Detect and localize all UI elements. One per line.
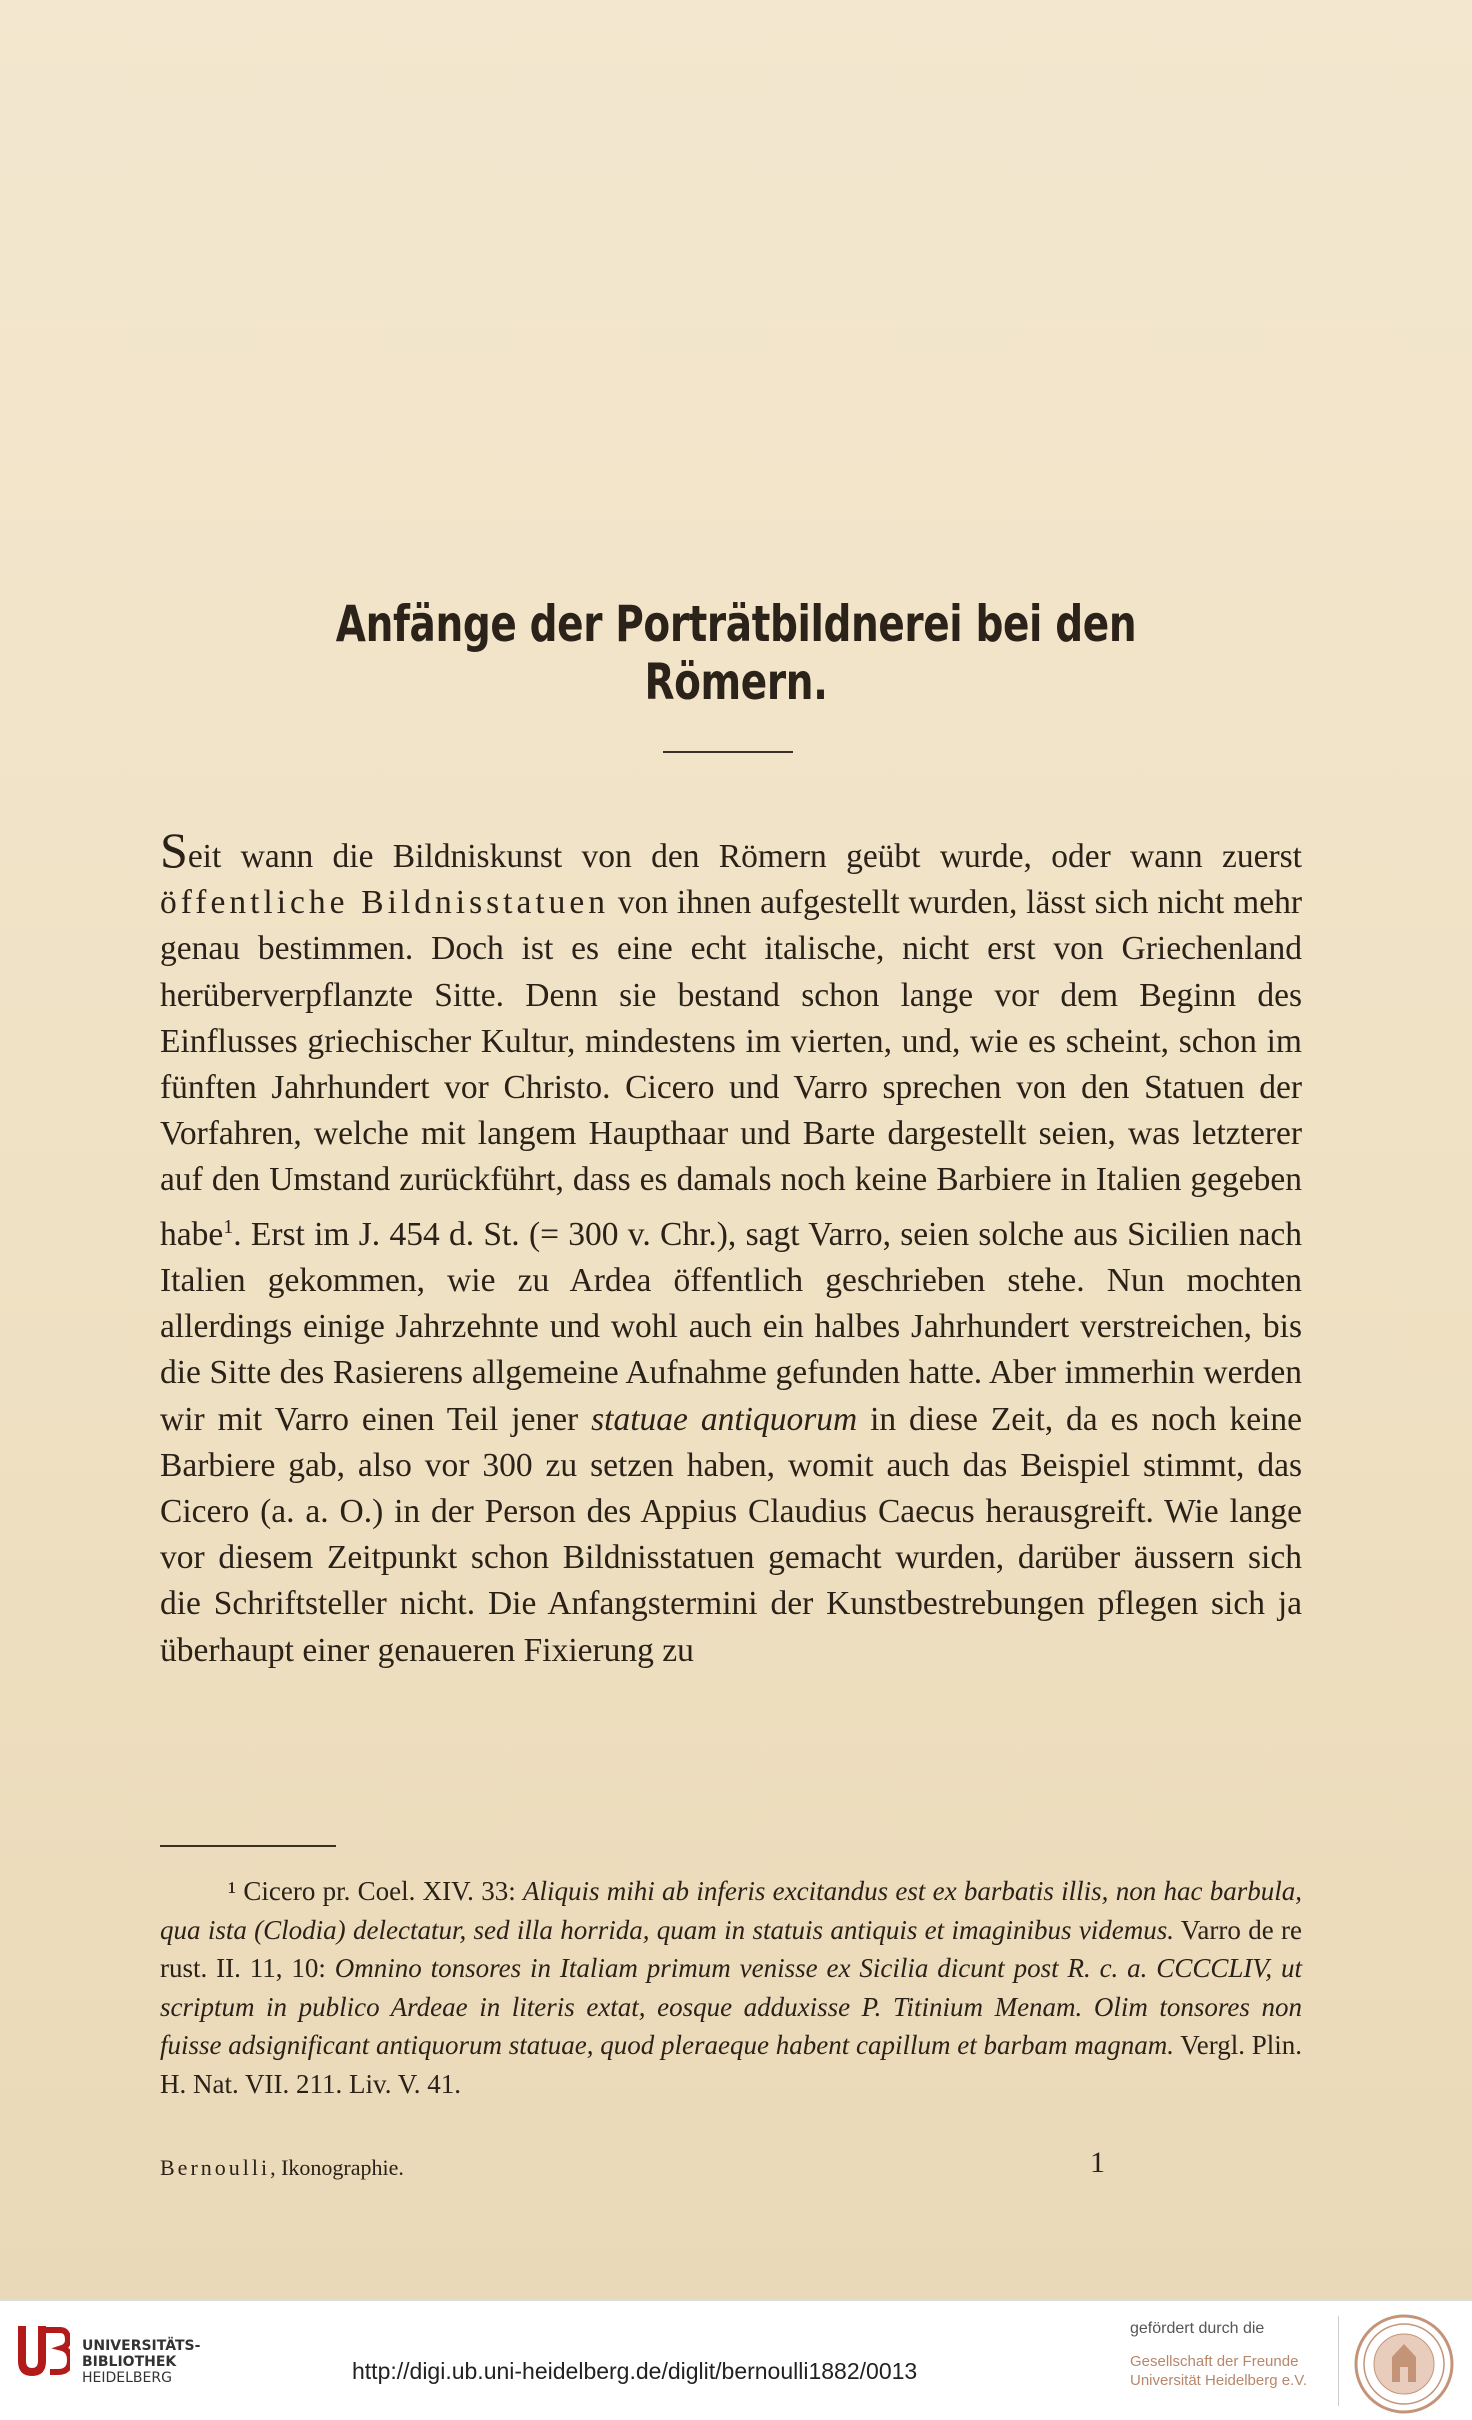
footer-divider [1338,2316,1339,2406]
text-run: Varro de re rust. II. 11, 10: [160,1914,1302,1984]
text-run: in diese Zeit, da es noch keine Barbiere gab, also vor 300 zu setzen haben, womit auch das Beispiel stimmt, das Cicero (a. a. O.) in der Person des Appius Claudius Caecus herausgreift. Wie lange vor diesem Zeitpunkt schon Bildnisstatuen gemacht wurden, darüber äussern sich die Schriftsteller nicht. Die Anfangstermini der Kunstbestrebungen pflegen sich ja überhaupt einer genaueren Fixierung zu [160,1400,1302,1669]
chapter-title: Anfänge der Porträtbildnerei bei den Römern. [335,595,1137,711]
library-name-line: HEIDELBERG [82,2370,172,2386]
drop-cap: S [160,822,188,878]
text-run: Vergl. Plin. H. Nat. VII. 211. Liv. V. 41. [160,2030,1302,2099]
signature-line [160,2155,404,2181]
footnote-marker: ¹ [228,1876,237,1906]
text-run: . Erst im J. 454 d. St. (= 300 v. Chr.), sagt Varro, seien solche aus Sicilien nach Italien gekommen, wie zu Ardea öffentlich geschrieben stehe. Nun mochten allerdings einige Jahrzehnte und wohl auch ein halbes Jahrhundert verstreichen, bis die Sitte des Rasierens allgemeine Aufnahme gefunden hatte. Aber immerhin werden wir mit Varro einen Teil jener [160,1215,1302,1438]
italic-text: Omnino tonsores in Italiam primum venisse ex Sicilia dicunt post R. c. a. CCCCLIV, ut scriptum in publico Ardeae in literis extat, eosque adduxisse P. Titinium Menam. Olim tonsores non fuisse adsignificant antiquorum statuae, quod pleraeque habent capillum et barbam magnam. [160,1953,1302,2061]
sponsor-name: Universität Heidelberg e.V. [1130,2372,1308,2389]
permalink-url[interactable]: http://digi.ub.uni-heidelberg.de/diglit/bernoulli1882/0013 [352,2358,918,2384]
library-logo-icon [10,2316,70,2386]
library-name [82,2338,200,2386]
author-name: Bernoulli [160,2155,271,2180]
sponsor-name: Gesellschaft der Freunde [1130,2353,1299,2370]
page-number: 1 [1090,2146,1105,2179]
italic-text: Aliquis mihi ab inferis excitandus est ex barbatis illis, non hac barbula, qua ista (Clodia) delectatur, sed illa horrida, quam in statuis antiquis et imaginibus videmus. [160,1876,1302,1945]
library-name-line: UNIVERSITÄTS- [82,2338,201,2354]
text-run: Cicero pr. Coel. XIV. 33: [236,1876,523,1906]
text-run: von ihnen aufgestellt wurden, lässt sich nicht mehr genau bestimmen. Doch ist es eine echt italische, nicht erst von Griechenland herüberverpflanzte Sitte. Denn sie bestand schon lange vor dem Beginn des Einflusses griechischer Kultur, mindestens im vierten, und, wie es scheint, schon im fünften Jahrhundert vor Christo. Cicero und Varro sprechen von den Statuen der Vorfahren, welche mit langem Haupthaar und Barte dargestellt seien, was letzterer auf den Umstand zurückführt, dass es damals noch keine Barbiere in Italien gegeben habe [160,884,1302,1253]
paragraph [160,822,1302,1674]
text-run: eit wann die Bildniskunst von den Römern geübt wurde, oder wann zuerst [187,838,1302,875]
italic-text: statuae antiquorum [591,1400,858,1438]
library-name-line: BIBLIOTHEK [82,2354,177,2370]
title-divider [663,751,793,753]
footnote [160,1872,1302,2104]
spaced-text: öffentliche Bildnisstatuen [160,884,610,922]
university-seal-icon [1352,2312,1456,2416]
sponsor-label: gefördert durch die [1130,2320,1265,2337]
work-title: , Ikonographie. [270,2155,404,2180]
footnote-ref: 1 [223,1215,234,1238]
footnote-divider [160,1845,336,1847]
main-text [160,822,1302,1674]
sponsor-block [1130,2320,1307,2390]
